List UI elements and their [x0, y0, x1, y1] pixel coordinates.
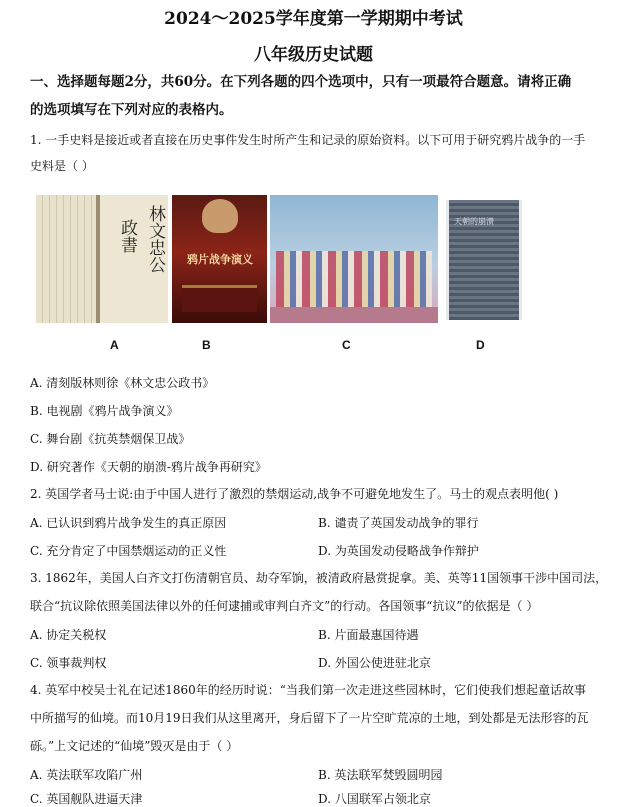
q4-stem-line1: 4. 英军中校吴士礼在记述1860年的经历时说：“当我们第一次走进这些园林时，它们使我们想起童话故事 — [30, 683, 586, 697]
q2-option-d: D. 为英国发动侵略战争作辩护 — [318, 544, 479, 558]
image-label-d: D — [476, 338, 485, 352]
image-label-b: B — [202, 338, 211, 352]
image-label-c: C — [342, 338, 351, 352]
q4-stem-line2: 中所描写的仙境。而10月19日我们从这里离开，身后留下了一片空旷荒凉的土地，到处都是无法形容的瓦 — [30, 711, 589, 725]
q1-option-b: B. 电视剧《鸦片战争演义》 — [30, 404, 179, 418]
q4-option-b: B. 英法联军焚毁圆明园 — [318, 768, 443, 782]
q2-option-b: B. 谴责了英国发动战争的罪行 — [318, 516, 479, 530]
image-a-book — [36, 195, 168, 323]
q3-option-c: C. 领事裁判权 — [30, 656, 107, 670]
image-b-poster — [172, 195, 267, 323]
q3-option-d: D. 外国公使进驻北京 — [318, 656, 431, 670]
page-title: 2024～2025学年度第一学期期中考试 — [164, 9, 463, 29]
q1-stem-line2: 史料是（ ） — [30, 159, 94, 173]
section-instructions-line2: 的选项填写在下列对应的表格内。 — [30, 102, 233, 118]
q4-option-c: C. 英国舰队进逼天津 — [30, 792, 143, 806]
image-c-performers — [276, 251, 432, 307]
q2-option-c: C. 充分肯定了中国禁烟运动的正义性 — [30, 544, 227, 558]
image-c-floor — [270, 307, 438, 323]
image-d-title: 天朝的崩溃 — [454, 217, 494, 226]
q2-stem: 2. 英国学者马士说:由于中国人进行了激烈的禁烟运动,战争不可避免地发生了。马士的观点表明他( ) — [30, 487, 559, 501]
page-subtitle: 八年级历史试题 — [254, 45, 373, 65]
q2-option-a: A. 已认识到鸦片战争发生的真正原因 — [30, 516, 227, 530]
image-a-text-1: 林文忠公 — [145, 205, 165, 273]
image-b-caption: 鸦片战争演义 — [187, 253, 253, 266]
q3-stem-line1: 3. 1862年，美国人白齐文打伤清朝官员、劫夺军饷，被清政府悬赏捉拿。美、英等11国领事干涉中国司法， — [30, 571, 608, 585]
image-d-book — [446, 200, 522, 320]
q4-option-a: A. 英法联军攻陷广州 — [30, 768, 143, 782]
q1-option-c: C. 舞台剧《抗英禁烟保卫战》 — [30, 432, 191, 446]
image-a-left-page — [36, 195, 96, 323]
section-instructions-line1: 一、选择题每题2分，共60分。在下列各题的四个选项中，只有一项最符合题意。请将正确 — [30, 74, 572, 90]
image-label-a: A — [110, 338, 119, 352]
q1-option-d: D. 研究著作《天朝的崩溃-鸦片战争再研究》 — [30, 460, 267, 474]
q1-option-a: A. 清刻版林则徐《林文忠公政书》 — [30, 376, 215, 390]
q4-stem-line3: 砾。”上文记述的“仙境”毁灭是由于（ ） — [30, 739, 239, 753]
image-c-stage — [270, 195, 438, 323]
q3-stem-line2: 联合“抗议除依照美国法律以外的任何逮捕或审判白齐文”的行动。各国领事“抗议”的依据是（ ） — [30, 599, 539, 613]
q3-option-b: B. 片面最惠国待遇 — [318, 628, 419, 642]
image-a-text-2: 政書 — [117, 219, 137, 253]
image-a-spine — [96, 195, 100, 323]
image-b-figure — [202, 199, 238, 233]
q1-stem-line1: 1. 一手史料是接近或者直接在历史事件发生时所产生和记录的原始资料。以下可用于研究鸦片战争的一手 — [30, 133, 586, 147]
q3-option-a: A. 协定关税权 — [30, 628, 107, 642]
image-b-building — [182, 285, 257, 312]
q4-option-d: D. 八国联军占领北京 — [318, 792, 431, 806]
